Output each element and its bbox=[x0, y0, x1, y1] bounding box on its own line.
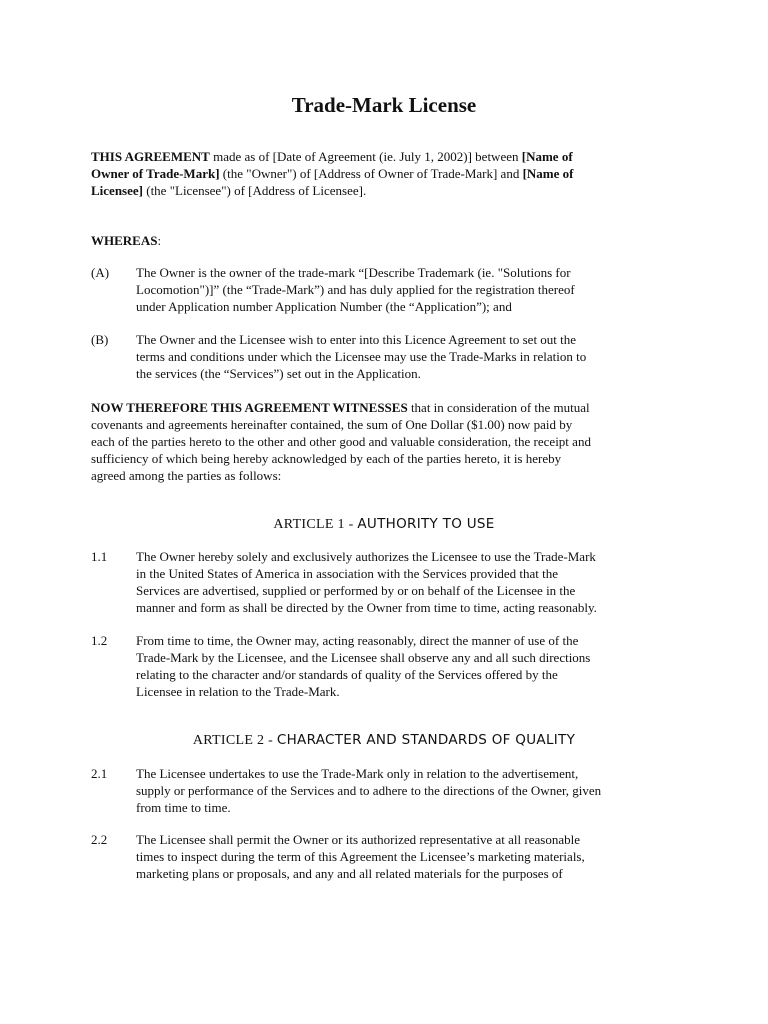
clause-number: 2.2 bbox=[91, 832, 108, 847]
clause-text bbox=[136, 831, 681, 882]
text-line bbox=[91, 416, 681, 433]
text-line: The Owner hereby solely and exclusively authorizes the Licensee to use the Trade-Mark bbox=[136, 549, 596, 564]
text-line: The Licensee shall permit the Owner or its authorized representative at all reasonable bbox=[136, 832, 580, 847]
text-line: Licensee in relation to the Trade-Mark. bbox=[136, 684, 340, 699]
text-line: the services (the “Services”) set out in the Application. bbox=[136, 366, 421, 381]
bold-run: [Name of bbox=[521, 149, 573, 164]
text-line bbox=[91, 165, 681, 182]
recital-label: (A) bbox=[91, 265, 110, 280]
clause-text bbox=[136, 765, 681, 816]
text-line: terms and conditions under which the Licensee may use the Trade-Marks in relation to bbox=[136, 349, 587, 364]
bold-run: Owner of Trade-Mark] bbox=[91, 166, 220, 181]
text-line: The Licensee undertakes to use the Trade-Mark only in relation to the advertisement, bbox=[136, 766, 579, 781]
recital-text bbox=[136, 264, 681, 315]
article-2-heading bbox=[0, 731, 768, 750]
text-line: Trade-Mark by the Licensee, and the Licensee shall observe any and all such directions bbox=[136, 650, 591, 665]
intro-paragraph bbox=[91, 148, 681, 199]
clause-number: 1.1 bbox=[91, 549, 108, 564]
text-line bbox=[91, 450, 681, 467]
text-run: covenants and agreements hereinafter contained, the sum of One Dollar ($1.00) now paid by bbox=[91, 417, 573, 432]
text-line bbox=[91, 148, 681, 165]
whereas-label: WHEREAS bbox=[91, 233, 158, 248]
text-line: times to inspect during the term of this Agreement the Licensee’s marketing materials, bbox=[136, 849, 585, 864]
text-line: supply or performance of the Services and to adhere to the directions of the Owner, given bbox=[136, 783, 602, 798]
text-line bbox=[91, 433, 681, 450]
text-run: (the "Owner") of [Address of Owner of Trade-Mark] and bbox=[219, 166, 523, 181]
whereas-colon: : bbox=[157, 233, 162, 248]
bold-run: [Name of bbox=[522, 166, 574, 181]
article-1-heading bbox=[0, 515, 768, 534]
text-line bbox=[91, 467, 681, 484]
bold-run: NOW THEREFORE THIS AGREEMENT WITNESSES bbox=[91, 400, 408, 415]
witnesses-paragraph bbox=[91, 399, 681, 484]
recital-label: (B) bbox=[91, 332, 109, 347]
text-run: sufficiency of which being hereby acknowledged by each of the parties hereto, it is hereby bbox=[91, 451, 562, 466]
text-line: marketing plans or proposals, and any and all related materials for the purposes of bbox=[136, 866, 563, 881]
text-run: agreed among the parties as follows: bbox=[91, 468, 282, 483]
clause-text bbox=[136, 548, 681, 616]
text-run: made as of [Date of Agreement (ie. July 1, 2002)] between bbox=[209, 149, 522, 164]
text-line: under Application number Application Number (the “Application”); and bbox=[136, 299, 512, 314]
bold-run: Licensee] bbox=[91, 183, 143, 198]
clause-number: 1.2 bbox=[91, 633, 108, 648]
recital-text bbox=[136, 331, 681, 382]
article-name: CHARACTER AND STANDARDS OF QUALITY bbox=[276, 732, 576, 748]
text-run: each of the parties hereto to the other and other good and valuable consideration, the receipt and bbox=[91, 434, 591, 449]
document-title: Trade-Mark License bbox=[291, 93, 477, 117]
text-line: manner and form as shall be directed by the Owner from time to time, acting reasonably. bbox=[136, 600, 597, 615]
text-run: (the "Licensee") of [Address of Licensee]. bbox=[142, 183, 367, 198]
text-line: Services are advertised, supplied or performed by or on behalf of the Licensee in the bbox=[136, 583, 576, 598]
text-line: in the United States of America in association with the Services provided that the bbox=[136, 566, 559, 581]
text-line bbox=[91, 182, 681, 199]
clause-text bbox=[136, 632, 681, 700]
text-line: The Owner is the owner of the trade-mark “[Describe Trademark (ie. "Solutions for bbox=[136, 265, 571, 280]
whereas-heading bbox=[91, 232, 681, 249]
article-prefix: ARTICLE 1 - bbox=[273, 517, 358, 532]
text-line: relating to the character and/or standards of quality of the Services offered by the bbox=[136, 667, 558, 682]
text-line: The Owner and the Licensee wish to enter into this Licence Agreement to set out the bbox=[136, 332, 577, 347]
text-line: From time to time, the Owner may, acting reasonably, direct the manner of use of the bbox=[136, 633, 579, 648]
clause-number: 2.1 bbox=[91, 766, 108, 781]
bold-run: THIS AGREEMENT bbox=[91, 149, 210, 164]
article-prefix: ARTICLE 2 - bbox=[192, 733, 277, 748]
text-line: Locomotion")]” (the “Trade-Mark”) and has duly applied for the registration thereof bbox=[136, 282, 575, 297]
article-name: AUTHORITY TO USE bbox=[357, 516, 495, 532]
text-line bbox=[91, 399, 681, 416]
text-run: that in consideration of the mutual bbox=[407, 400, 590, 415]
text-line: from time to time. bbox=[136, 800, 231, 815]
